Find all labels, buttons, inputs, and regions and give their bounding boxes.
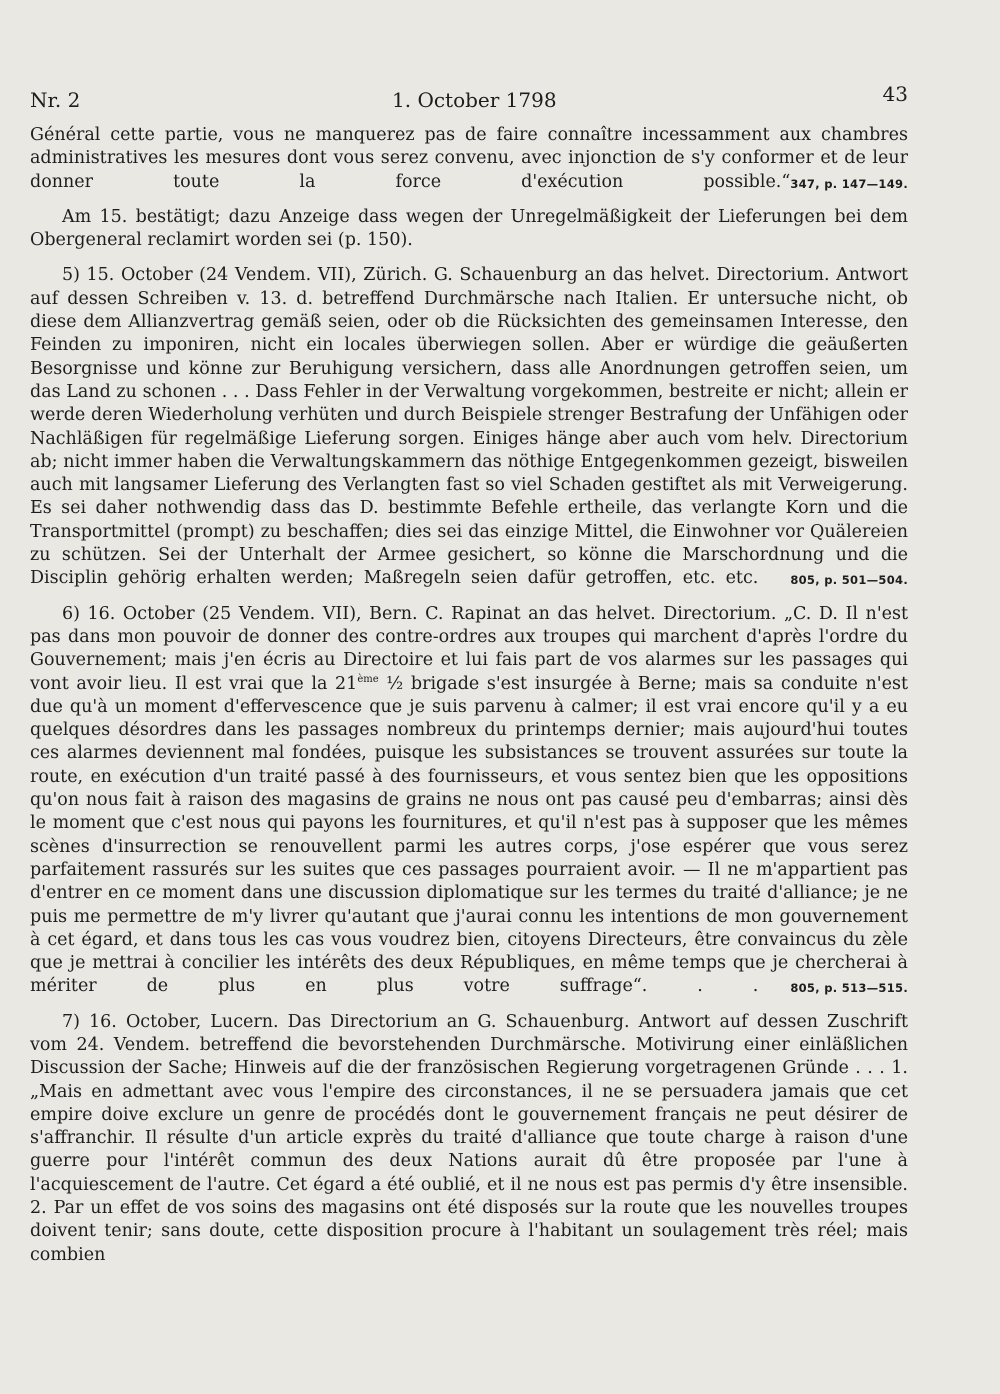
source-reference: 347, p. 147—149. [790, 176, 908, 191]
paragraph-text: Général cette partie, vous ne manquerez pas de faire connaître incessamment aux chambres administratives les mesures dont vous serez convenu, avec injonction de s'y conformer et de leur donner toute la force d'exécution possible.“ [30, 125, 908, 192]
paragraph-entry-6 [30, 603, 908, 999]
source-reference: 805, p. 501—504. [790, 573, 908, 588]
paragraph-text: 7) 16. October, Lucern. Das Directorium an G. Schauenburg. Antwort auf dessen Zuschrift vom 24. Vendem. betreffend die bevorstehenden Durchmärsche. Motivirung einer einläßlichen Discussion der Sache; Hinweis auf die der französischen Regierung vorgetragenen Gründe . . . 1. „Mais en admettant avec vous l'empire des circonstances, il ne se persuadera jamais que cet empire doive exclure un genre de procédés dont le gouvernement français ne peut désirer de s'affranchir. Il résulte d'un article exprès du traité d'alliance que toute charge à raison d'une guerre pour l'intérêt commun des deux Nations aurait dû être proposée par l'une à l'acquiescement de l'autre. Cet égard a été oublié, et il ne nous est pas permis d'y être insensible. 2. Par un effet de vos soins des magasins ont été disposés sur la route que les nouvelles troupes doivent tenir; sans doute, cette disposition procure à l'habitant un soulagement très réel; mais combien [30, 1011, 908, 1265]
header-date: 1. October 1798 [392, 88, 557, 112]
page-number: 43 [882, 82, 908, 106]
paragraph-text-cont: ½ brigade s'est insurgée à Berne; mais sa conduite n'est due qu'à un moment d'effervescence que je suis parvenu à calmer; il est vrai encore qu'il y a eu quelques désordres dans les passages nombreux du printemps dernier; mais aujourd'hui toutes ces alarmes deviennent mal fondées, puisque les subsistances se trouvent assurées sur toute la route, en exécution d'un traité passé à des fournisseurs, et vous sentez bien que les oppositions qu'on nous fait à raison des magasins de grains ne nous ont pas causé peu d'embarras; ainsi dès le moment que c'est nous qui payons les fournitures, et qu'il n'est pas à supposer que les mêmes scènes d'insurrection se renouvellent parmi les autres corps, j'ose espérer que vous serez parfaitement rassurés sur les suites que ces passages pourraient avoir. — Il ne m'appartient pas d'entrer en ce moment dans une discussion diplomatique sur les termes du traité d'alliance; je ne puis me permettre de m'y livrer qu'autant que j'aurai connu les intentions de mon gouvernement à cet égard, et dans tous les cas vous voudrez bien, citoyens Directeurs, être convaincus du zèle que je mettrai à concilier les intérêts des deux Républiques, en même temps que je chercherai à mériter de plus en plus votre suffrage“. . . [30, 673, 908, 997]
paragraph-continuation [30, 124, 908, 194]
paragraph-entry-7 [30, 1011, 908, 1267]
paragraph-text: 5) 15. October (24 Vendem. VII), Zürich. G. Schauenburg an das helvet. Directorium. Antwort auf dessen Schreiben v. 13. d. betreffend Durchmärsche nach Italien. Er untersuche nicht, ob diese dem Allianzvertrag gemäß seien, oder ob die Rücksichten des gemeinsamen Interesse, den Feinden zu imponiren, nicht ein locales überwiegen sollen. Aber er würdige die geäußerten Besorgnisse und könne zur Beruhigung versichern, dass alle Anordnungen getroffen seien, um das Land zu schonen . . . Dass Fehler in der Verwaltung vorgekommen, bestreite er nicht; allein er werde deren Wiederholung verhüten und durch Beispiele strenger Bestrafung der Unfähigen oder Nachläßigen für regelmäßige Lieferung sorgen. Einiges hänge aber auch vom helv. Directorium ab; nicht immer haben die Verwaltungskammern das nöthige Entgegenkommen gezeigt, bisweilen auch mit langsamer Lieferung des Verlangten fast so viel Schaden gestiftet als mit Verweigerung. Es sei daher nothwendig dass das D. bestimmte Befehle ertheile, das verlangte Korn und die Transportmittel (prompt) zu beschaffen; dies sei das einzige Mittel, die Einwohner vor Quälereien zu schützen. Sei der Unterhalt der Armee gesichert, so könne die Marschordnung und die Disciplin gehörig erhalten werden; Maßregeln seien dafür getroffen, etc. etc. [30, 265, 908, 589]
running-header [30, 82, 908, 124]
paragraph-text: Am 15. bestätigt; dazu Anzeige dass wegen der Unregelmäßigkeit der Lieferungen bei dem Obergeneral reclamirt worden sei (p. 150). [30, 206, 908, 251]
body-text [30, 124, 908, 1267]
source-reference: 805, p. 513—515. [790, 981, 908, 996]
paragraph-text: 6) 16. October (25 Vendem. VII), Bern. C. Rapinat an das helvet. Directorium. „C. D. Il n'est pas dans mon pouvoir de donner des contre-ordres aux troupes qui marchent d'après l'ordre du Gouvernement; mais j'en écris au Directoire et lui fais part de vos alarmes sur les passages qui vont avoir lieu. Il est vrai que la 21 [30, 603, 908, 694]
superscript-ordinal: ème [357, 673, 379, 685]
document-number: Nr. 2 [30, 88, 81, 112]
paragraph-note [30, 206, 908, 253]
paragraph-entry-5 [30, 264, 908, 590]
